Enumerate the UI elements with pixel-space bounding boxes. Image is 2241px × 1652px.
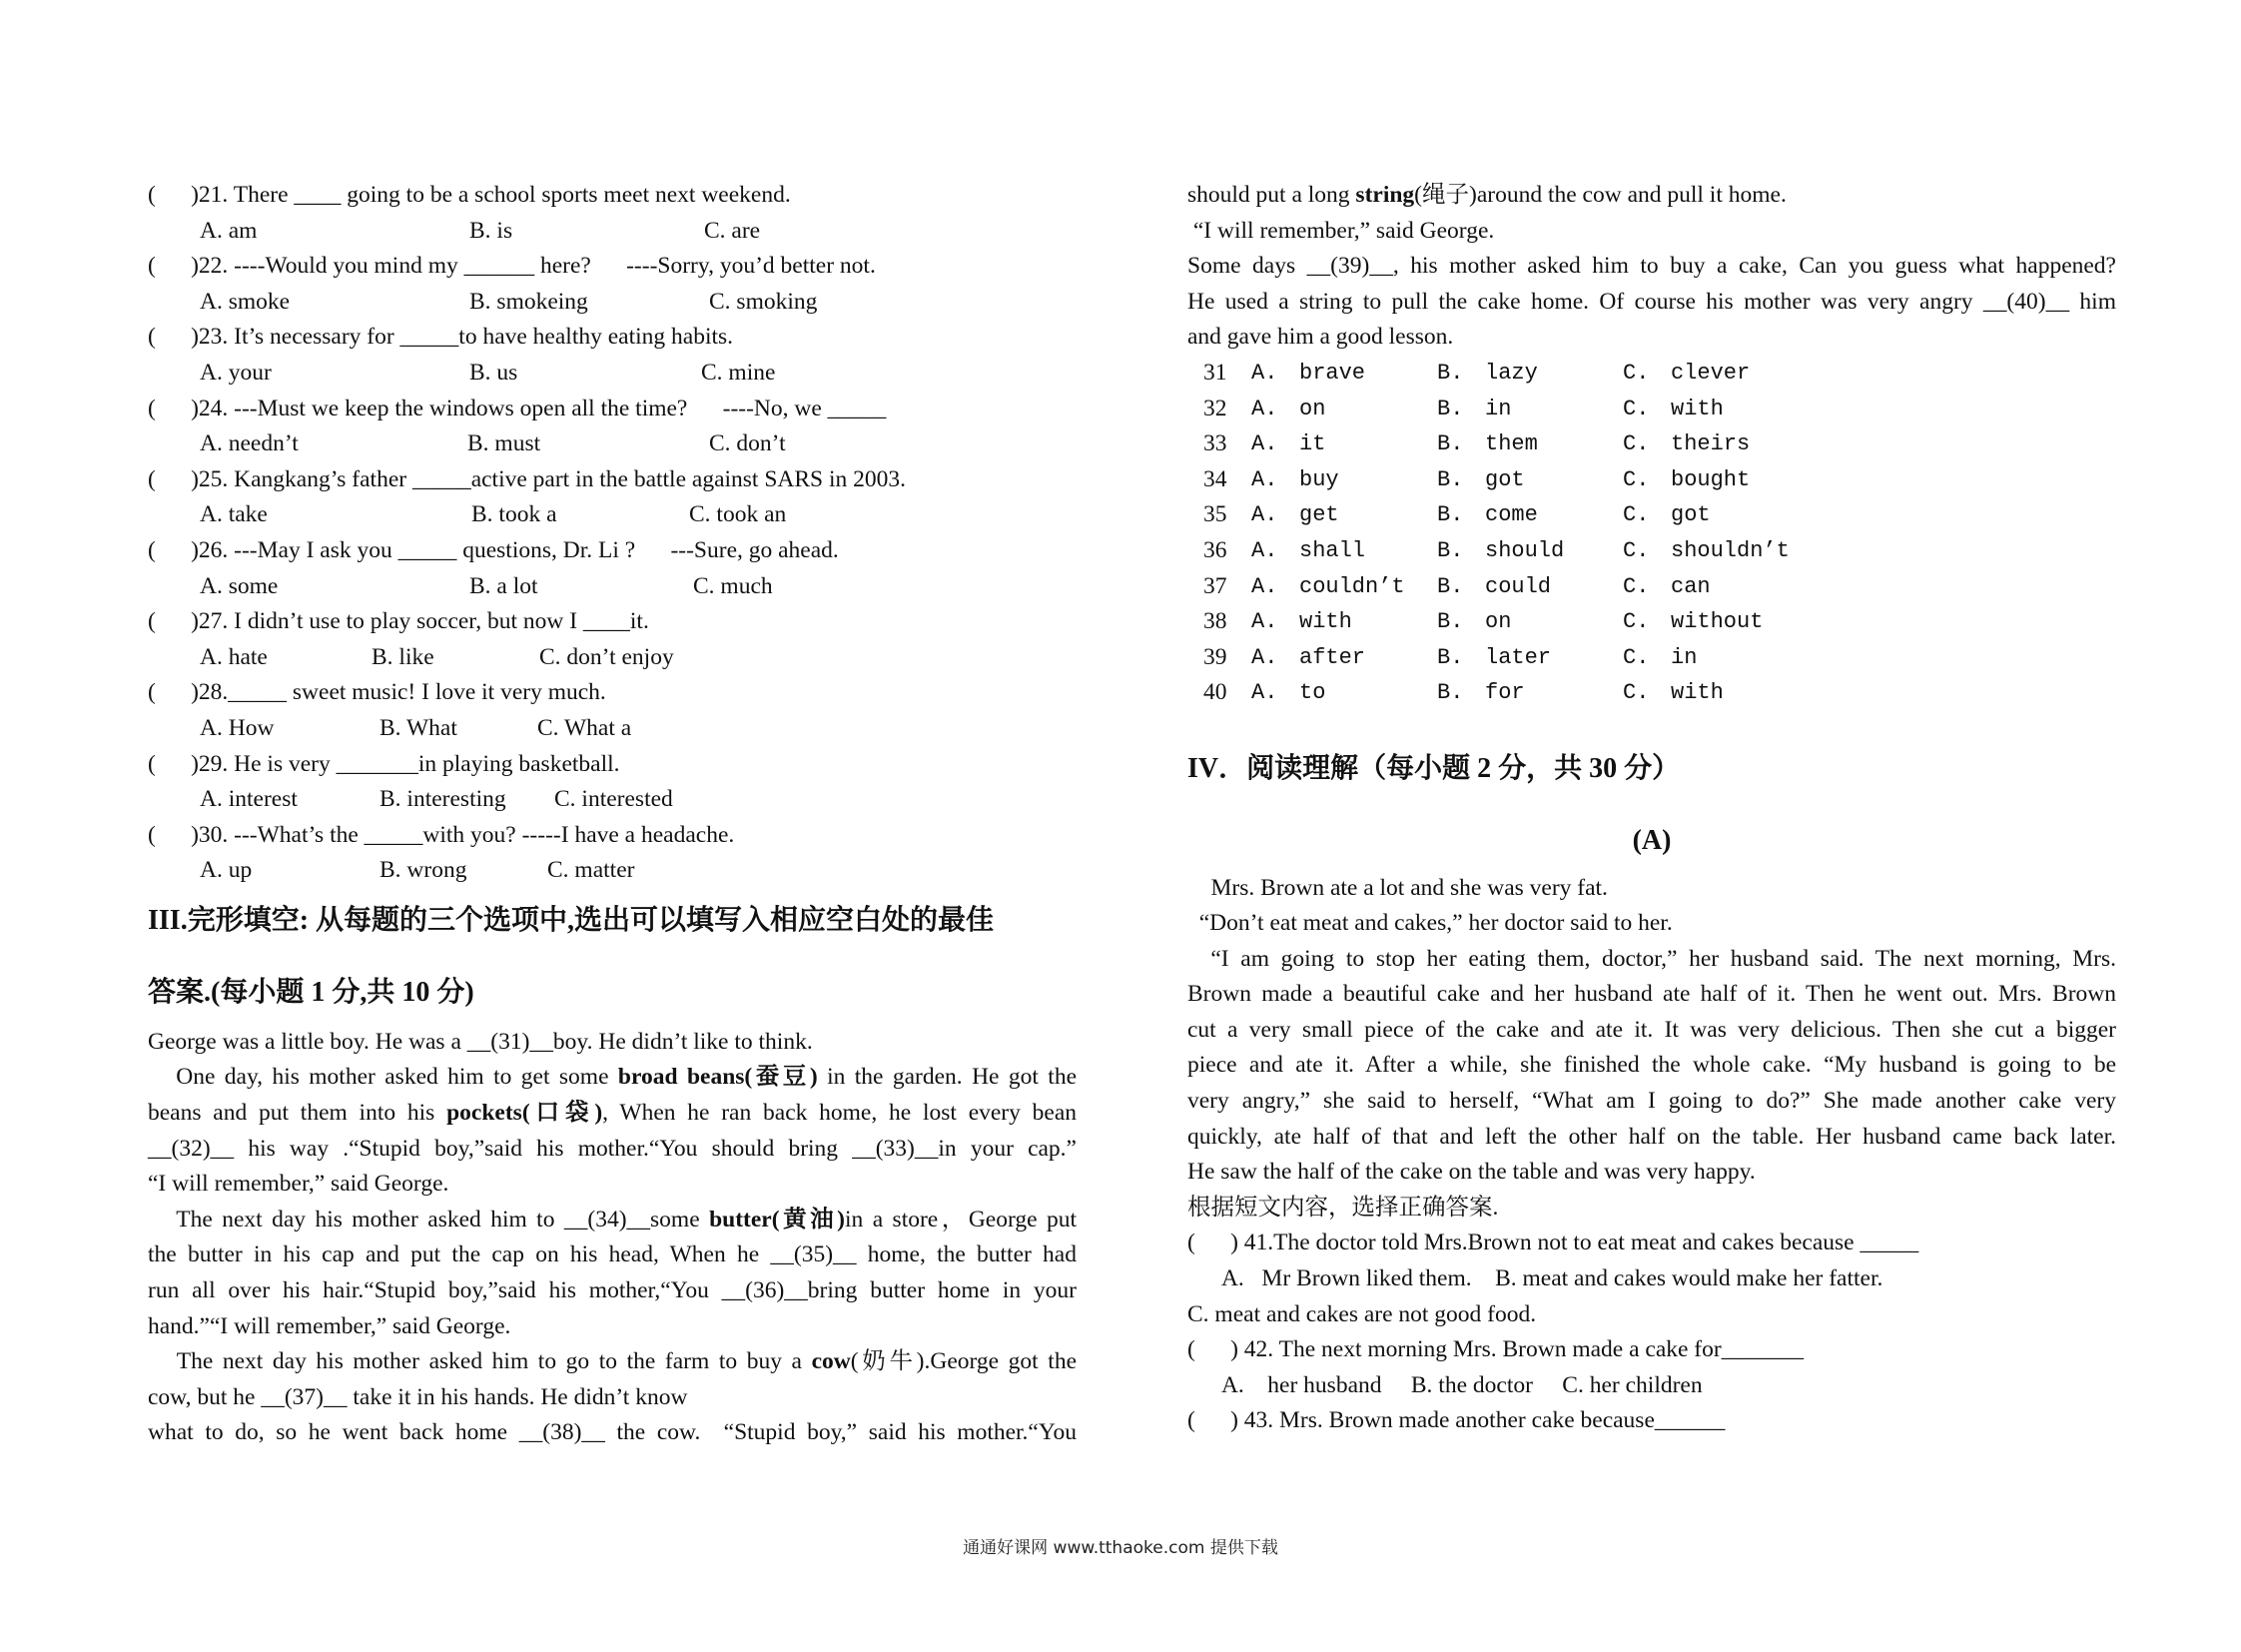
reading-line: cut a very small piece of the cake and ate it. It was very delicious. Then she cut a bigger (1187, 1016, 2116, 1043)
option-letter: B. (1437, 466, 1464, 492)
text-run: , When he ran back home, he lost every bean (602, 1100, 1078, 1127)
passage-label: (A) (1632, 824, 1672, 856)
option-letter: A. (1251, 609, 1278, 635)
cloze-line: what to do, so he went back home __(38)__ the cow. “Stupid boy,” said his mother.“You (148, 1419, 1077, 1446)
cloze-line: hand.”“I will remember,” said George. (148, 1312, 511, 1339)
option-letter: A. (1251, 573, 1278, 599)
reading-line: Brown made a beautiful cake and her husband ate half of it. Then he went out. Mrs. Brown (1187, 981, 2116, 1008)
text-run: One day, his mother asked him to get some (148, 1064, 618, 1091)
option-number: 37 (1203, 572, 1227, 599)
option-letter: C. (1623, 537, 1650, 563)
question-options (148, 356, 1077, 392)
option-c: C. don’t (709, 430, 786, 457)
option-a: buy (1299, 466, 1339, 492)
option-letter: B. (1437, 502, 1464, 528)
option-a: to (1299, 680, 1326, 706)
option-c: C. don’t enjoy (539, 643, 674, 670)
cloze-line (1187, 178, 2116, 214)
cloze-section-heading (148, 903, 1077, 1011)
option-letter: C. (1623, 680, 1650, 706)
reading-passage (1187, 871, 2116, 1440)
option-letter: A. (1251, 466, 1278, 492)
cloze-option-row (1203, 533, 1809, 569)
question-options (148, 711, 1077, 747)
question-stem: ( )27. I didn’t use to play soccer, but now I ____it. (148, 608, 649, 635)
question-options (148, 782, 1077, 818)
question-options (148, 640, 1077, 676)
question-options (148, 497, 1077, 533)
option-a: shall (1299, 537, 1366, 563)
option-letter: B. (1437, 680, 1464, 706)
option-a: A. smoke (200, 288, 291, 315)
option-letter: A. (1251, 680, 1278, 706)
cloze-passage-right (1187, 178, 2116, 356)
option-b: B. a lot (469, 572, 538, 599)
question-stem: ( )24. ---Must we keep the windows open all the time? ----No, we _____ (148, 395, 887, 421)
bold-term: string (1355, 182, 1415, 208)
option-letter: C. (1623, 502, 1650, 528)
option-a: A. needn’t (200, 430, 299, 457)
cloze-line (148, 1203, 1077, 1239)
question-stem: ( )29. He is very _______in playing basketball. (148, 750, 620, 777)
option-b: in (1485, 396, 1512, 421)
question-stem: ( )25. Kangkang’s father _____active part in the battle against SARS in 2003. (148, 465, 907, 492)
cloze-option-row (1203, 569, 1809, 605)
text-run: in a store，George put (845, 1206, 1077, 1233)
option-b: could (1485, 573, 1552, 599)
option-b: on (1485, 609, 1512, 635)
option-b: later (1485, 644, 1552, 670)
option-a: brave (1299, 360, 1366, 386)
option-a: A. How (200, 714, 275, 741)
reading-line: Mrs. Brown ate a lot and she was very fat. (1187, 874, 1608, 901)
option-b: B. us (469, 359, 518, 386)
option-number: 34 (1203, 465, 1227, 492)
cloze-option-row (1203, 675, 1809, 711)
section-4-title: IV．阅读理解（每小题 2 分，共 30 分） (1187, 752, 1681, 784)
option-letter: C. (1623, 644, 1650, 670)
option-a: A. am (200, 217, 258, 244)
text-run: The next day his mother asked him to __(34)__some (148, 1206, 710, 1233)
option-c: with (1671, 680, 1724, 706)
option-letter: B. (1437, 537, 1464, 563)
option-b: B. smokeing (469, 288, 588, 315)
right-column (1187, 178, 2116, 1439)
cloze-option-row (1203, 426, 1809, 462)
option-a: it (1299, 431, 1326, 457)
option-c: can (1671, 573, 1711, 599)
cloze-option-row (1203, 462, 1809, 498)
option-letter: C. (1623, 466, 1650, 492)
option-b: got (1485, 466, 1525, 492)
text-run: (奶牛).George got the (850, 1348, 1078, 1375)
reading-line: A. her husband B. the doctor C. her children (1187, 1371, 1703, 1398)
option-number: 38 (1203, 608, 1227, 635)
question-stem: ( )23. It’s necessary for _____to have healthy eating habits. (148, 324, 734, 351)
option-number: 35 (1203, 501, 1227, 528)
option-a: couldn’t (1299, 573, 1405, 599)
option-c: with (1671, 396, 1724, 421)
option-b: B. must (467, 430, 541, 457)
reading-line: piece and ate it. After a while, she finished the whole cake. “My husband is going to be (1187, 1052, 2116, 1079)
reading-line: A. Mr Brown liked them. B. meat and cakes would make her fatter. (1187, 1265, 1883, 1292)
option-letter: B. (1437, 644, 1464, 670)
option-a: on (1299, 396, 1326, 421)
cloze-option-row (1203, 392, 1809, 427)
cloze-line: cow, but he __(37)__ take it in his hands. He didn’t know (148, 1383, 688, 1410)
option-number: 39 (1203, 643, 1227, 670)
option-c: C. smoking (709, 288, 818, 315)
reading-line: He saw the half of the cake on the table and was very happy. (1187, 1159, 1756, 1186)
option-letter: A. (1251, 360, 1278, 386)
option-b: B. is (469, 217, 513, 244)
option-letter: C. (1623, 360, 1650, 386)
option-a: A. up (200, 857, 253, 884)
option-b: them (1485, 431, 1538, 457)
bold-term: butter(黄油) (709, 1206, 845, 1233)
cloze-line: and gave him a good lesson. (1187, 324, 1454, 351)
reading-line: quickly, ate half of that and left the other half on the table. Her husband came back later. (1187, 1123, 2116, 1150)
option-c: C. took an (689, 501, 787, 528)
text-run: beans and put them into his (148, 1100, 447, 1127)
option-a: with (1299, 609, 1352, 635)
option-letter: B. (1437, 396, 1464, 421)
reading-line: “I am going to stop her eating them, doctor,” her husband said. The next morning, Mrs. (1187, 945, 2116, 972)
cloze-options-table (1203, 356, 1809, 711)
option-letter: B. (1437, 431, 1464, 457)
reading-line: ( ) 43. Mrs. Brown made another cake because______ (1187, 1407, 1726, 1434)
option-c: in (1671, 644, 1698, 670)
text-run: should put a long (1187, 182, 1356, 208)
option-number: 32 (1203, 395, 1227, 421)
reading-line: ( ) 42. The next morning Mrs. Brown made a cake for_______ (1187, 1336, 1804, 1363)
option-c: C. are (704, 217, 761, 244)
question-options (148, 285, 1077, 321)
cloze-line (148, 1096, 1077, 1132)
cloze-line: the butter in his cap and put the cap on his head, When he __(35)__ home, the butter had (148, 1241, 1077, 1268)
question-stem: ( )30. ---What’s the _____with you? -----I have a headache. (148, 821, 735, 848)
option-b: B. wrong (379, 857, 467, 884)
cloze-option-row (1203, 356, 1809, 392)
question-stem: ( )22. ----Would you mind my ______ here? ----Sorry, you’d better not. (148, 253, 876, 280)
option-a: A. interest (200, 786, 298, 813)
option-number: 31 (1203, 359, 1227, 386)
question-stem: ( )21. There ____ going to be a school sports meet next weekend. (148, 182, 791, 208)
option-c: C. mine (701, 359, 776, 386)
cloze-line: “I will remember,” said George. (148, 1171, 449, 1198)
option-letter: B. (1437, 609, 1464, 635)
question-options (148, 853, 1077, 889)
option-b: should (1485, 537, 1565, 563)
bold-term: broad beans(蚕豆) (617, 1064, 818, 1091)
option-c: got (1671, 502, 1711, 528)
cloze-line: Some days __(39)__, his mother asked him to buy a cake, Can you guess what happened? (1187, 253, 2116, 280)
cloze-option-row (1203, 497, 1809, 533)
option-b: B. What (379, 714, 457, 741)
option-c: theirs (1671, 431, 1751, 457)
text-run: The next day his mother asked him to go to the farm to buy a (148, 1348, 812, 1375)
option-letter: B. (1437, 573, 1464, 599)
option-letter: A. (1251, 502, 1278, 528)
bold-term: pockets(口袋) (446, 1100, 603, 1127)
page-footer: 通通好课网 www.tthaoke.com 提供下载 (963, 1538, 1278, 1558)
option-letter: A. (1251, 537, 1278, 563)
option-letter: A. (1251, 396, 1278, 421)
cloze-line: “I will remember,” said George. (1187, 217, 1495, 244)
option-letter: C. (1623, 573, 1650, 599)
cloze-passage-left (148, 1025, 1077, 1451)
reading-line: ( ) 41.The doctor told Mrs.Brown not to eat meat and cakes because _____ (1187, 1230, 1919, 1256)
option-b: B. took a (471, 501, 557, 528)
option-b: come (1485, 502, 1538, 528)
option-a: after (1299, 644, 1366, 670)
reading-line: 根据短文内容，选择正确答案. (1187, 1194, 1499, 1221)
option-c: C. much (693, 572, 773, 599)
option-number: 40 (1203, 679, 1227, 706)
option-c: C. interested (554, 786, 673, 813)
section-3-title-line-2: 答案.(每小题 1 分,共 10 分) (148, 976, 474, 1008)
option-b: for (1485, 680, 1525, 706)
option-number: 33 (1203, 430, 1227, 457)
left-column (148, 178, 1077, 1451)
cloze-option-row (1203, 640, 1809, 676)
option-c: without (1671, 609, 1764, 635)
question-options (148, 214, 1077, 250)
option-letter: C. (1623, 609, 1650, 635)
option-b: lazy (1485, 360, 1538, 386)
option-letter: A. (1251, 431, 1278, 457)
option-b: B. interesting (379, 786, 506, 813)
option-a: A. hate (200, 643, 268, 670)
bold-term: cow (811, 1348, 851, 1375)
question-stem: ( )28._____ sweet music! I love it very much. (148, 679, 606, 706)
option-letter: C. (1623, 396, 1650, 421)
question-options (148, 569, 1077, 605)
reading-section (1187, 751, 2116, 1439)
reading-line: C. meat and cakes are not good food. (1187, 1300, 1537, 1327)
option-a: A. some (200, 572, 279, 599)
option-c: bought (1671, 466, 1751, 492)
option-letter: B. (1437, 360, 1464, 386)
option-c: C. matter (547, 857, 635, 884)
cloze-line (148, 1344, 1077, 1380)
cloze-line: run all over his hair.“Stupid boy,”said his mother,“You __(36)__bring butter home in your (148, 1277, 1077, 1304)
option-number: 36 (1203, 536, 1227, 563)
cloze-line: George was a little boy. He was a __(31)__boy. He didn’t like to think. (148, 1028, 813, 1055)
cloze-line (148, 1060, 1077, 1096)
question-options (148, 426, 1077, 462)
reading-line: “Don’t eat meat and cakes,” her doctor said to her. (1187, 910, 1673, 937)
option-c: C. What a (537, 714, 632, 741)
multiple-choice-section (148, 178, 1077, 889)
option-a: get (1299, 502, 1339, 528)
option-c: shouldn’t (1671, 537, 1790, 563)
text-run: in the garden. He got the (817, 1064, 1078, 1091)
option-b: B. like (372, 643, 434, 670)
section-3-title-line-1: III.完形填空: 从每题的三个选项中,选出可以填写入相应空白处的最佳 (148, 904, 995, 936)
option-letter: A. (1251, 644, 1278, 670)
reading-line: very angry,” she said to herself, “What am I going to do?” She made another cake very (1187, 1088, 2116, 1115)
text-run: (绳子)around the cow and pull it home. (1414, 182, 1787, 208)
option-letter: C. (1623, 431, 1650, 457)
question-stem: ( )26. ---May I ask you _____ questions, Dr. Li ? ---Sure, go ahead. (148, 536, 839, 563)
cloze-option-row (1203, 604, 1809, 640)
option-c: clever (1671, 360, 1751, 386)
cloze-line: He used a string to pull the cake home. Of course his mother was very angry __(40)__ him (1187, 288, 2116, 315)
option-a: A. take (200, 501, 268, 528)
cloze-line: __(32)__ his way .“Stupid boy,”said his mother.“You should bring __(33)__in your cap.” (148, 1135, 1077, 1162)
option-a: A. your (200, 359, 272, 386)
